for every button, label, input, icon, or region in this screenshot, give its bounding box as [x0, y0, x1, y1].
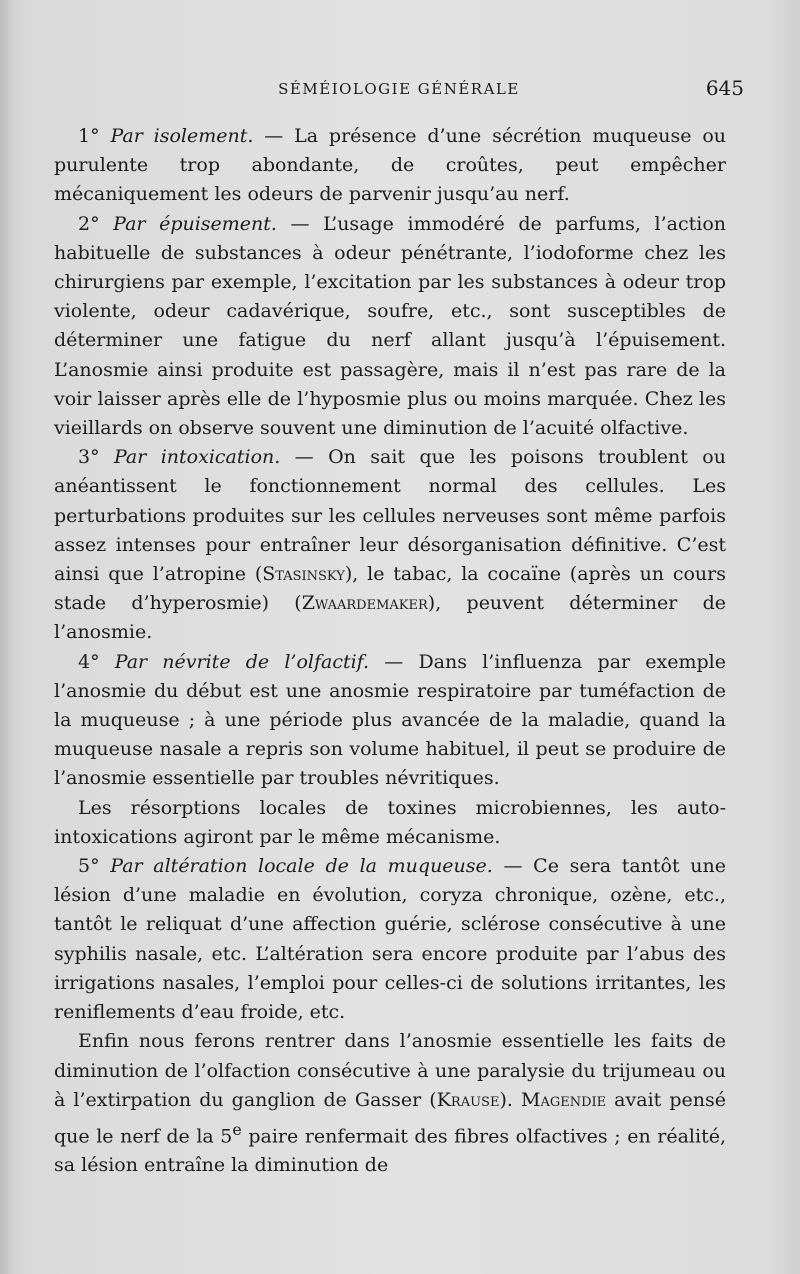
- paragraph-2: [54, 210, 726, 444]
- paragraph-text: ), le tabac, la cocaïne (après un cours stade d’hyperosmie) (: [54, 563, 726, 615]
- author-name: Magendie: [520, 1088, 607, 1111]
- item-heading: Par névrite de l’olfactif.: [114, 650, 370, 673]
- paragraph-text: — On sait que les poisons troublent ou anéantissent le fonctionnement normal des cellules. Les perturbations produites sur les cellules nerveuses sont même parfois assez intenses pour entraîner leur désorganisation définitive. C’est ainsi que l’atropine (: [54, 446, 726, 586]
- author-name: Krause: [436, 1088, 500, 1111]
- item-number: 3°: [78, 446, 100, 469]
- item-heading: Par intoxication.: [113, 446, 281, 469]
- item-heading: Par isolement.: [110, 125, 254, 147]
- item-heading: Par altération locale de la muqueuse.: [110, 855, 493, 878]
- item-heading: Par épuisement.: [113, 212, 277, 235]
- paragraph-6: [54, 852, 726, 1027]
- item-number: 1°: [78, 125, 100, 147]
- paragraph-text: avait pensé que le nerf de la 5: [54, 1088, 726, 1148]
- paragraph-text: — La présence d’une sécrétion muqueuse ou purulente trop abondante, de croûtes, peut empêcher mécaniquement les odeurs de parvenir jusqu’au nerf.: [54, 125, 726, 206]
- paragraph-7: [54, 1027, 726, 1180]
- item-number: 5°: [78, 855, 100, 878]
- item-number: 2°: [78, 212, 100, 235]
- paragraph-text: — Ce sera tantôt une lésion d’une maladie en évolution, coryza chronique, ozène, etc., tantôt le reliquat d’une affection guérie, sclérose consécutive à une syphilis nasale, etc. L’altération sera encore produite par l’abus des irrigations nasales, l’emploi pour celles-ci de solutions irritantes, les reniflements d’eau froide, etc.: [54, 855, 726, 1024]
- body-text: [54, 122, 726, 1181]
- superscript: e: [232, 1119, 242, 1139]
- paragraph-text: — Dans l’influenza par exemple l’anosmie du début est une anosmie respiratoire par tuméfaction de la muqueuse ; à une période plus avancée de la maladie, quand la muqueuse nasale a repris son volume habituel, il peut se produire de l’anosmie essentielle par troubles névritiques.: [54, 650, 726, 790]
- item-number: 4°: [78, 650, 100, 673]
- running-head: SÉMÉIOLOGIE GÉNÉRALE: [278, 80, 520, 98]
- page-number: 645: [705, 76, 744, 100]
- page-header: [54, 76, 744, 106]
- scan-shadow-edge: [0, 0, 14, 1274]
- author-name: Stasinsky: [262, 563, 345, 586]
- paragraph-1: [54, 122, 726, 210]
- paragraph-text: Enfin nous ferons rentrer dans l’anosmie essentielle les faits de diminution de l’olfaction consécutive à une paralysie du trijumeau ou à l’extirpation du ganglion de Gasser (: [54, 1030, 726, 1111]
- paragraph-text: paire renfermait des fibres olfactives ; en réalité, sa lésion entraîne la diminution de: [54, 1125, 726, 1177]
- paragraph-5: [54, 794, 726, 852]
- paragraph-4: [54, 648, 726, 794]
- paragraph-text: ).: [499, 1088, 521, 1111]
- paragraph-text: ), peuvent déterminer de l’anosmie.: [54, 592, 727, 644]
- paragraph-text: — L’usage immodéré de parfums, l’action habituelle de substances à odeur pénétrante, l’iodoforme chez les chirurgiens par exemple, l’excitation par les substances à odeur trop violente, odeur cadavérique, soufre, etc., sont susceptibles de déterminer une fatigue du nerf allant jusqu’à l’épuisement. L’anosmie ainsi produite est passagère, mais il n’est pas rare de la voir laisser après elle de l’hyposmie plus ou moins marquée. Chez les vieillards on observe souvent une diminution de l’acuité olfactive.: [54, 212, 726, 440]
- paragraph-3: [54, 443, 726, 647]
- author-name: Zwaardemaker: [301, 592, 428, 615]
- paragraph-text: Les résorptions locales de toxines microbiennes, les auto-intoxications agiront par le même mécanisme.: [54, 796, 726, 848]
